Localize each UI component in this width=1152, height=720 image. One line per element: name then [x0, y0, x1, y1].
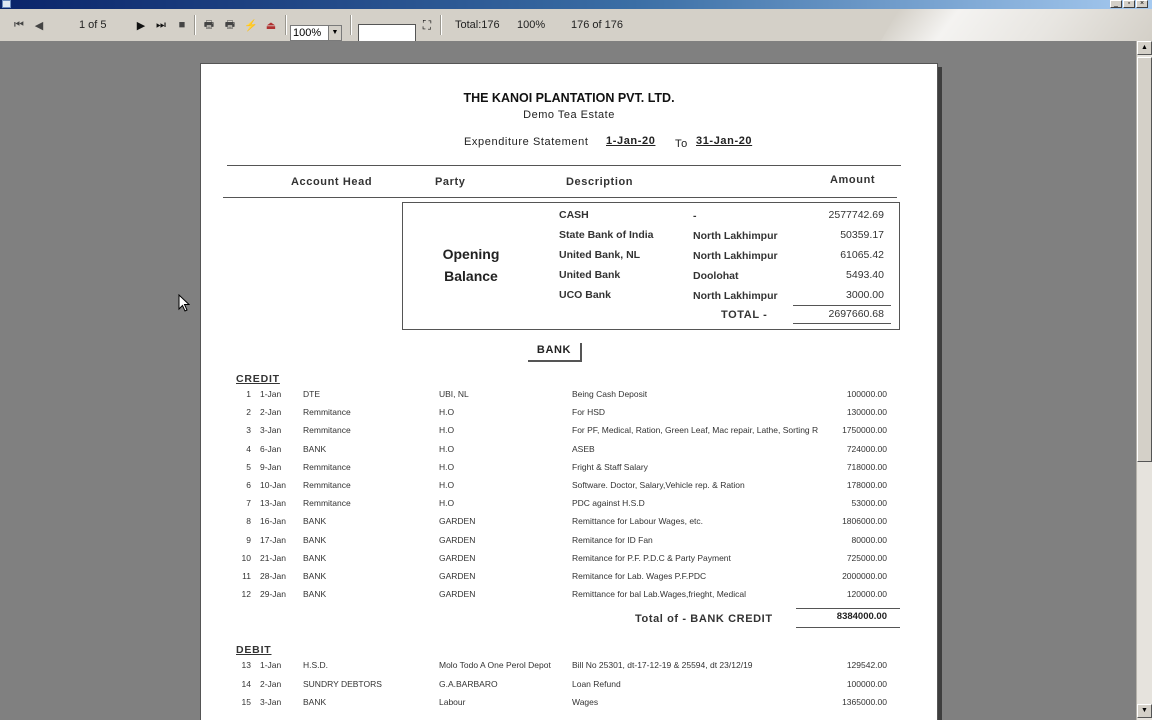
- first-page-icon: ⏮: [14, 18, 24, 31]
- row-number: 2: [246, 407, 251, 418]
- table-row: [201, 660, 937, 678]
- row-amount: 130000.00: [846, 407, 887, 418]
- row-account-head: BANK: [303, 534, 327, 545]
- prev-page-button[interactable]: [32, 9, 46, 41]
- next-page-button[interactable]: [134, 9, 148, 41]
- row-description: Remitance for Lab. Wages P.F.PDC: [572, 571, 707, 581]
- row-description: Fright & Staff Salary: [572, 461, 648, 472]
- to-date: 31-Jan-20: [696, 135, 753, 147]
- opening-amount: 50359.17: [840, 229, 884, 241]
- row-date: 2-Jan: [260, 407, 282, 418]
- table-row: [201, 697, 937, 715]
- binoculars-icon: ⛶: [422, 17, 432, 32]
- scroll-down-button[interactable]: ▼: [1137, 704, 1152, 718]
- opening-balance-box: [402, 202, 900, 330]
- row-date: 17-Jan: [260, 534, 286, 545]
- row-amount: 80000.00: [851, 534, 887, 545]
- row-account-head: BANK: [303, 443, 327, 454]
- row-date: 3-Jan: [260, 697, 282, 707]
- opening-party: North Lakhimpur: [693, 250, 778, 262]
- row-number: 3: [246, 425, 251, 436]
- statement-label: Expenditure Statement: [464, 136, 589, 148]
- title-bar: [0, 0, 1152, 9]
- chevron-down-icon[interactable]: ▼: [328, 26, 341, 40]
- export-icon: ⏏: [265, 19, 277, 32]
- row-party: GARDEN: [439, 534, 476, 545]
- report-toolbar: [0, 9, 1152, 42]
- table-row: [201, 516, 937, 534]
- lightning-icon: ⚡: [244, 19, 258, 32]
- restore-button[interactable]: ▫: [1123, 0, 1135, 8]
- app-icon: [2, 0, 11, 8]
- row-date: 9-Jan: [260, 461, 282, 472]
- row-amount: 1365000.00: [842, 697, 887, 707]
- row-description: Wages: [572, 697, 599, 707]
- row-amount: 724000.00: [846, 443, 887, 454]
- row-account-head: Remmitance: [303, 461, 351, 472]
- scroll-thumb[interactable]: [1137, 57, 1152, 462]
- opening-account: CASH: [559, 209, 589, 221]
- row-date: 2-Jan: [260, 678, 282, 689]
- row-date: 10-Jan: [260, 480, 286, 490]
- divider: [227, 165, 901, 166]
- page-indicator: 1 of 5: [79, 19, 107, 31]
- percent-complete: 100%: [517, 19, 546, 31]
- row-account-head: BANK: [303, 552, 327, 563]
- row-account-head: Remmitance: [303, 480, 351, 490]
- estate-name: Demo Tea Estate: [523, 109, 615, 121]
- row-amount: 178000.00: [846, 480, 887, 490]
- row-description: Remittance for Labour Wages, etc.: [572, 516, 704, 527]
- report-page: [200, 63, 938, 720]
- opening-amount: 5493.40: [846, 269, 884, 281]
- table-row: [201, 679, 937, 697]
- row-description: For HSD: [572, 407, 606, 418]
- debit-section-label: DEBIT: [236, 644, 272, 656]
- row-party: GARDEN: [439, 571, 476, 581]
- table-row: [201, 553, 937, 571]
- row-number: 5: [246, 461, 251, 472]
- opening-total: 2697660.68: [828, 308, 884, 320]
- row-account-head: SUNDRY DEBTORS: [303, 678, 382, 689]
- table-row: [201, 498, 937, 516]
- table-row: [201, 425, 937, 443]
- row-amount: 1750000.00: [842, 425, 887, 436]
- row-date: 29-Jan: [260, 589, 286, 600]
- to-label: To: [675, 138, 688, 150]
- row-number: 1: [246, 389, 251, 399]
- opening-account: United Bank, NL: [559, 249, 641, 261]
- table-row: [201, 589, 937, 607]
- row-number: 10: [241, 552, 251, 563]
- row-number: 15: [241, 697, 251, 707]
- zoom-value: 100%: [293, 27, 322, 39]
- row-date: 13-Jan: [260, 498, 286, 509]
- row-party: GARDEN: [439, 552, 476, 563]
- row-amount: 2000000.00: [842, 571, 887, 581]
- table-row: [201, 462, 937, 480]
- credit-section-label: CREDIT: [236, 373, 280, 385]
- table-row: [201, 480, 937, 498]
- row-party: H.O: [439, 461, 455, 472]
- stop-button[interactable]: [175, 9, 189, 41]
- row-amount: 1806000.00: [842, 516, 887, 527]
- opening-amount: 3000.00: [846, 289, 884, 301]
- print-button[interactable]: [202, 9, 216, 41]
- row-account-head: BANK: [303, 697, 327, 707]
- group-label: BANK: [528, 343, 582, 362]
- report-viewer[interactable]: [0, 41, 1136, 720]
- divider: [223, 197, 897, 198]
- row-account-head: DTE: [303, 389, 320, 399]
- opening-amount: 2577742.69: [828, 209, 884, 221]
- opening-amount: 61065.42: [840, 249, 884, 261]
- scroll-up-button[interactable]: ▲: [1137, 41, 1152, 55]
- row-number: 14: [241, 678, 251, 689]
- opening-party: -: [693, 210, 697, 222]
- opening-account: State Bank of India: [559, 229, 654, 241]
- prev-page-icon: ◀: [34, 19, 44, 32]
- row-number: 9: [246, 534, 251, 545]
- row-description: Being Cash Deposit: [572, 389, 648, 399]
- row-description: ASEB: [572, 443, 595, 454]
- row-number: 8: [246, 516, 251, 527]
- row-party: GARDEN: [439, 516, 476, 527]
- row-description: Remittance for bal Lab.Wages,frieght, Medical: [572, 589, 747, 600]
- row-date: 16-Jan: [260, 516, 286, 527]
- col-amount: Amount: [830, 174, 876, 186]
- table-row: [201, 407, 937, 425]
- row-party: UBI, NL: [439, 389, 469, 399]
- vertical-scrollbar[interactable]: [1136, 41, 1152, 720]
- credit-total-label: Total of - BANK CREDIT: [635, 613, 773, 625]
- row-party: GARDEN: [439, 589, 476, 600]
- table-row: [201, 389, 937, 407]
- opening-party: Doolohat: [693, 270, 739, 282]
- row-amount: 725000.00: [846, 552, 887, 563]
- find-button[interactable]: [420, 9, 434, 41]
- from-date: 1-Jan-20: [606, 135, 656, 147]
- row-amount: 100000.00: [846, 678, 887, 689]
- row-party: H.O: [439, 407, 455, 418]
- row-amount: 718000.00: [846, 461, 887, 472]
- row-account-head: BANK: [303, 516, 327, 527]
- search-input[interactable]: [358, 24, 416, 42]
- row-amount: 53000.00: [851, 498, 887, 509]
- last-page-button[interactable]: [154, 9, 168, 41]
- opening-party: North Lakhimpur: [693, 230, 778, 242]
- table-row: [201, 444, 937, 462]
- row-party: H.O: [439, 443, 455, 454]
- close-button[interactable]: ×: [1136, 0, 1148, 8]
- table-row: [201, 535, 937, 553]
- row-date: 1-Jan: [260, 660, 282, 670]
- row-date: 28-Jan: [260, 571, 286, 581]
- row-date: 6-Jan: [260, 443, 282, 454]
- row-description: Loan Refund: [572, 678, 621, 689]
- next-page-icon: ▶: [136, 19, 146, 32]
- col-account-head: Account Head: [291, 176, 373, 188]
- print-setup-button[interactable]: [223, 9, 237, 41]
- row-amount: 120000.00: [846, 589, 887, 600]
- total-records: Total:176: [455, 19, 500, 31]
- row-description: Bill No 25301, dt-17-12-19 & 25594, dt 23/12/19: [572, 660, 753, 670]
- row-account-head: Remmitance: [303, 407, 351, 418]
- opening-account: UCO Bank: [559, 289, 611, 301]
- row-party: H.O: [439, 425, 455, 436]
- row-number: 13: [241, 660, 251, 670]
- row-description: Software. Doctor, Salary,Vehicle rep. & Ration: [572, 480, 745, 490]
- opening-account: United Bank: [559, 269, 621, 281]
- last-page-icon: ⏭: [156, 18, 166, 31]
- minimize-button[interactable]: _: [1110, 0, 1122, 8]
- row-date: 21-Jan: [260, 552, 286, 563]
- row-party: H.O: [439, 498, 455, 509]
- row-number: 4: [246, 443, 251, 454]
- row-party: Labour: [439, 697, 466, 707]
- row-description: Remitance for ID Fan: [572, 534, 653, 545]
- row-date: 3-Jan: [260, 425, 282, 436]
- row-account-head: BANK: [303, 589, 327, 600]
- records-progress: 176 of 176: [571, 19, 623, 31]
- row-description: For PF, Medical, Ration, Green Leaf, Mac repair, Lathe, Sorting R: [572, 425, 819, 436]
- row-amount: 100000.00: [846, 389, 887, 399]
- opening-party: North Lakhimpur: [693, 290, 778, 302]
- row-description: Remitance for P.F. P.D.C & Party Payment: [572, 552, 731, 563]
- opening-total-label: TOTAL -: [721, 309, 768, 321]
- company-name: THE KANOI PLANTATION PVT. LTD.: [463, 91, 675, 105]
- refresh-button[interactable]: [244, 9, 258, 41]
- row-number: 7: [246, 498, 251, 509]
- col-description: Description: [566, 176, 634, 188]
- mouse-cursor-icon: [178, 294, 190, 313]
- printer-setup-icon: 🖶: [224, 18, 236, 31]
- table-row: [201, 571, 937, 589]
- first-page-button[interactable]: [12, 9, 26, 41]
- row-number: 11: [242, 571, 251, 581]
- row-account-head: BANK: [303, 571, 327, 581]
- row-amount: 129542.00: [846, 660, 887, 670]
- row-account-head: Remmitance: [303, 498, 351, 509]
- printer-icon: 🖶: [203, 18, 215, 31]
- row-date: 1-Jan: [260, 389, 282, 399]
- row-account-head: Remmitance: [303, 425, 351, 436]
- opening-balance-title: Opening Balance: [442, 246, 500, 284]
- row-number: 12: [241, 589, 251, 600]
- row-number: 6: [246, 480, 251, 490]
- col-party: Party: [435, 176, 466, 188]
- stop-icon: ■: [178, 19, 186, 31]
- zoom-select[interactable]: [290, 25, 342, 41]
- export-button[interactable]: [264, 9, 278, 41]
- row-party: H.O: [439, 480, 455, 490]
- row-party: Molo Todo A One Perol Depot: [439, 660, 551, 670]
- row-description: PDC against H.S.D: [572, 498, 645, 509]
- row-account-head: H.S.D.: [303, 660, 329, 670]
- credit-total: 8384000.00: [836, 611, 887, 622]
- row-party: G.A.BARBARO: [439, 678, 498, 689]
